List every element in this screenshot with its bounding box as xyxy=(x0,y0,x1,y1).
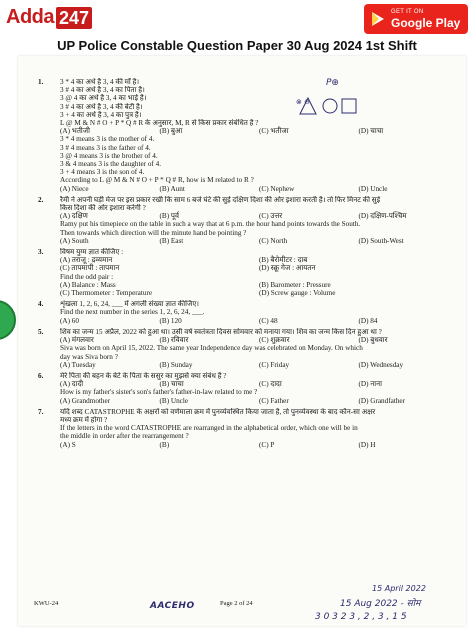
handwritten-annotation: P⊕ xyxy=(326,78,339,88)
question-line: If the letters in the word CATASTROPHE are rearranged in the alphabetical order, which one will be in xyxy=(60,424,358,433)
question-line: 3 + 4 का अर्थ है 3, 4 का पुत्र है। xyxy=(60,110,142,119)
option-d: (D) H xyxy=(358,440,376,449)
question-line: मेरे पिता की बहन के बेटे के पिता के ससुर का मुझसे क्या संबंध है ? xyxy=(60,371,227,380)
option-a: (A) Tuesday xyxy=(60,360,96,369)
question-line: 3 @ 4 का अर्थ है 3, 4 का भाई है। xyxy=(60,94,147,103)
option-d: (D) 84 xyxy=(358,316,378,325)
option-b: (B) xyxy=(159,440,170,449)
option-a: (A) South xyxy=(60,236,89,245)
handwritten-mark: ⊗ ⊖ xyxy=(296,98,310,106)
option-b: (B) East xyxy=(159,236,184,245)
option-c: (C) तापमापी : तापमान xyxy=(60,264,120,273)
option-a: (A) Niece xyxy=(60,184,89,193)
question-2 xyxy=(38,196,458,245)
option-b: (B) चाचा xyxy=(159,380,184,389)
question-line: मध्य क्रम में होगा ? xyxy=(60,415,108,424)
question-number: 4. xyxy=(38,300,44,309)
option-a: (A) Grandmother xyxy=(60,396,111,405)
question-line: किस दिशा की ओर इशारा करेगी ? xyxy=(60,204,146,213)
option-d: (D) Uncle xyxy=(358,184,388,193)
option-b: (B) Uncle xyxy=(159,396,189,405)
handwritten-date: 15 April 2022 xyxy=(372,584,426,593)
option-c: (C) Nephew xyxy=(259,184,295,193)
question-number: 3. xyxy=(38,248,44,257)
question-number: 5. xyxy=(38,327,44,336)
question-1 xyxy=(38,78,458,193)
option-d: (D) Wednesday xyxy=(358,360,404,369)
question-line: विषम युग्म ज्ञात कीजिए : xyxy=(60,248,124,257)
question-number: 2. xyxy=(38,195,44,204)
question-line: the middle in order after the rearrangement ? xyxy=(60,432,189,441)
logo-text: Adda xyxy=(6,6,54,28)
paper-code: KWU-24 xyxy=(34,600,59,607)
option-d: (D) स्क्रू गेज : आयतन xyxy=(259,264,316,273)
question-line: 3 & 4 means 3 is the daughter of 4. xyxy=(60,160,162,169)
question-number: 1. xyxy=(38,78,44,86)
handwritten-date: 15 Aug 2022 - सोम xyxy=(340,599,421,609)
question-line: 3 * 4 means 3 is the mother of 4. xyxy=(60,135,155,144)
question-line: यदि शब्द CATASTROPHE के अक्षरों को वर्णमाला क्रम में पुनर्व्यवस्थित किया जाता है, तो पुनर्व्यवस्था के बाद कौन-सा अक्षर xyxy=(60,407,376,416)
question-line: 3 # 4 का अर्थ है 3, 4 का पिता है। xyxy=(60,86,145,95)
option-a: (A) 60 xyxy=(60,316,79,325)
option-c: (C) 48 xyxy=(259,316,278,325)
option-b: (B) 120 xyxy=(159,316,182,325)
store-caption: GET IT ON xyxy=(391,9,424,15)
option-a: (A) मंगलवार xyxy=(60,336,94,345)
option-c: (C) Father xyxy=(259,396,289,405)
play-store-icon xyxy=(370,11,386,27)
option-c: (C) North xyxy=(259,236,288,245)
handwritten-calculation: 3 0 3 2 3 , 2 , 3 , 1 5 xyxy=(315,612,407,622)
store-name: Google Play xyxy=(391,16,461,30)
option-d: (D) South-West xyxy=(358,236,404,245)
question-line: 3 # 4 means 3 is the father of 4. xyxy=(60,143,151,152)
question-line: 3 @ 4 means 3 is the brother of 4. xyxy=(60,151,158,160)
question-line: 3 + 4 means 3 is the son of 4. xyxy=(60,168,145,177)
adda247-logo[interactable] xyxy=(6,6,92,29)
option-a: (A) भतीजी xyxy=(60,127,90,136)
option-a: (A) दादी xyxy=(60,380,84,389)
google-play-badge[interactable] xyxy=(364,4,468,34)
option-a: (A) दक्षिण xyxy=(60,212,88,221)
option-b: (B) रविवार xyxy=(159,336,189,345)
question-7 xyxy=(38,408,458,449)
option-d: (D) दक्षिण-पश्चिम xyxy=(358,212,407,221)
question-line: Siva was born on April 15, 2022. The same year Independence day was celebrated on Monday. On which xyxy=(60,344,363,353)
logo-number: 247 xyxy=(56,7,92,29)
question-line: According to L @ M & N # O + P * Q # R, how is M related to R ? xyxy=(60,176,254,185)
option-b: (B) Barometer : Pressure xyxy=(259,280,331,289)
option-c: (C) P xyxy=(259,440,275,449)
option-c: (C) उत्तर xyxy=(259,212,283,221)
question-line: How is my father's sister's son's father's father-in-law related to me ? xyxy=(60,388,258,397)
question-line: रैमी ने अपनी घड़ी मेज पर इस प्रकार रखी कि साम 6 बजे घंटे की सुई दक्षिण दिशा की ओर इशारा करती है। तो फिर मिनट की सुई xyxy=(60,195,381,204)
page-title: UP Police Constable Question Paper 30 Aug 2024 1st Shift xyxy=(57,38,417,53)
question-3 xyxy=(38,248,458,297)
questions-list xyxy=(38,78,458,449)
option-d: (D) Screw gauge : Volume xyxy=(259,289,336,298)
question-line: 3 # 4 का अर्थ है 3, 4 की बेटी है। xyxy=(60,102,143,111)
question-line: शृंखला 1, 2, 6, 24, ___ में अगली संख्या ज्ञात कीजिए। xyxy=(60,300,200,309)
handwritten-word: AACEHO xyxy=(150,601,195,611)
option-d: (D) चाचा xyxy=(358,127,384,136)
top-bar xyxy=(0,0,474,38)
question-line: L @ M & N # O + P * Q # R के अनुसार, M, R से किस प्रकार संबंधित है ? xyxy=(60,119,259,128)
handwritten-doodle-icon xyxy=(292,88,362,118)
option-b: (B) बुआ xyxy=(159,127,183,136)
question-4 xyxy=(38,300,458,325)
option-a: (A) तराजू : द्रव्यमान xyxy=(60,256,113,265)
question-line: Find the odd pair : xyxy=(60,272,114,281)
option-d: (D) बुधवार xyxy=(358,336,388,345)
question-number: 7. xyxy=(38,407,44,416)
question-5 xyxy=(38,328,458,369)
side-badge-icon xyxy=(0,300,16,340)
option-a: (A) S xyxy=(60,440,76,449)
question-6 xyxy=(38,372,458,405)
option-a: (A) Balance : Mass xyxy=(60,280,116,289)
question-number: 6. xyxy=(38,371,44,380)
option-c: (C) Friday xyxy=(259,360,290,369)
page-number: Page 2 of 24 xyxy=(220,600,253,607)
option-c: (C) Thermometer : Temperature xyxy=(60,289,153,298)
option-d: (D) नाना xyxy=(358,380,382,389)
option-b: (B) Aunt xyxy=(159,184,185,193)
question-line: Ramy put his timepiece on the table in such a way that at 6 p.m. the hour hand points towards the South. xyxy=(60,220,361,229)
option-c: (C) दादा xyxy=(259,380,282,389)
option-c: (C) शुक्रवार xyxy=(259,336,290,345)
option-b: (B) पूर्व xyxy=(159,212,179,221)
question-line: day was Siva born ? xyxy=(60,352,118,361)
option-b: (B) बैरोमीटर : दाब xyxy=(259,256,308,265)
option-b: (B) Sunday xyxy=(159,360,193,369)
question-line: Find the next number in the series 1, 2, 6, 24, ___. xyxy=(60,308,205,317)
option-d: (D) Grandfather xyxy=(358,396,405,405)
question-line: शिव का जन्म 15 अप्रैल, 2022 को हुआ था। उसी वर्ष स्वतंत्रता दिवस सोमवार को मनाया गया। शिव का जन्म किस दिन हुआ था ? xyxy=(60,327,382,336)
option-c: (C) भतीजा xyxy=(259,127,289,136)
question-line: 3 * 4 का अर्थ है 3, 4 की माँ है। xyxy=(60,78,140,86)
question-line: Then towards which direction will the minute hand be pointing ? xyxy=(60,228,247,237)
